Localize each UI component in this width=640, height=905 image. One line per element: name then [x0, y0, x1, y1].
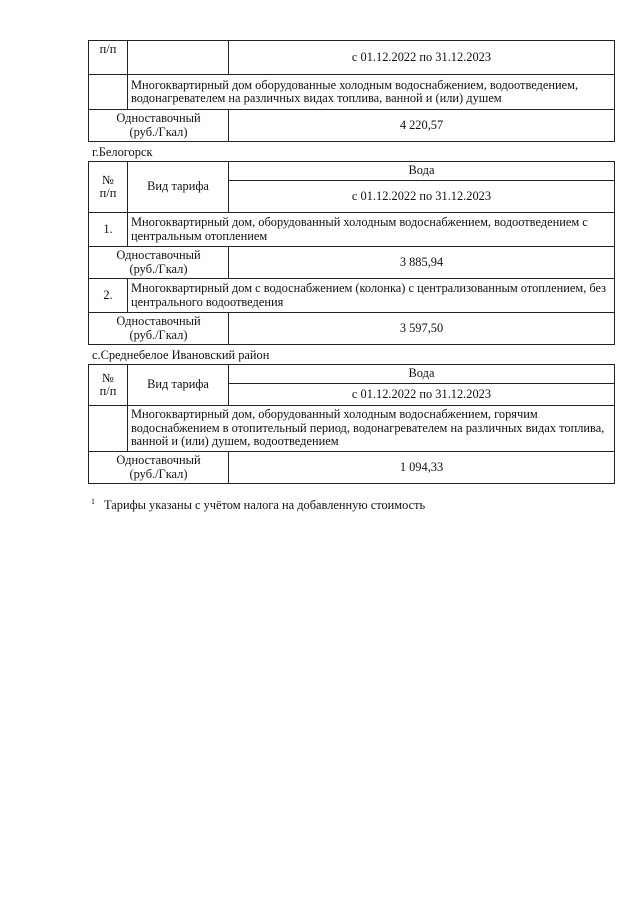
rate-label — [89, 247, 229, 279]
housing-description: Многоквартирный дом с водоснабжением (колонка) с централизованным отоплением, без центрального водоотведения — [128, 279, 615, 313]
tariff-table-belogorsk — [88, 161, 615, 345]
num-header-line1: № — [102, 370, 114, 385]
rate-label — [89, 452, 229, 484]
table-row — [89, 279, 615, 313]
tariff-table-continued — [88, 40, 615, 142]
table-row — [89, 313, 615, 345]
row-number: 2. — [89, 279, 128, 313]
housing-description: Многоквартирный дом, оборудованный холодным водоснабжением, горячим водоснабжением в отопительный период, водонагревателем на различных видах топлива, ванной и (или) душем, водоотведением — [128, 406, 615, 452]
period-header: с 01.12.2022 по 31.12.2023 — [229, 384, 615, 406]
num-header — [89, 162, 128, 213]
rate-label — [89, 110, 229, 142]
rate-value: 1 094,33 — [229, 452, 615, 484]
table-row — [89, 452, 615, 484]
row-number: 1. — [89, 213, 128, 247]
num-header — [89, 365, 128, 406]
housing-description: Многоквартирный дом оборудованные холодным водоснабжением, водоотведением, водонагревателем на различных видах топлива, ванной и (или) душем — [128, 75, 615, 110]
rate-value: 3 597,50 — [229, 313, 615, 345]
water-header: Вода — [229, 365, 615, 384]
type-header: Вид тарифа — [128, 162, 229, 213]
city-heading: с.Среднебелое Ивановский район — [92, 348, 270, 362]
city-heading: г.Белогорск — [92, 145, 153, 159]
table-row — [89, 247, 615, 279]
rate-label-line1: Одноставочный — [116, 248, 201, 263]
rate-label-line1: Одноставочный — [116, 111, 201, 126]
rate-label-line2: (руб./Гкал) — [129, 124, 188, 139]
rate-value: 3 885,94 — [229, 247, 615, 279]
rate-label-line1: Одноставочный — [116, 314, 201, 329]
period-header: с 01.12.2022 по 31.12.2023 — [229, 181, 615, 213]
type-header-cell — [128, 41, 229, 75]
num-header-line2: п/п — [99, 186, 117, 200]
rate-label-line2: (руб./Гкал) — [129, 327, 188, 342]
table-row — [89, 75, 615, 110]
num-cell — [89, 406, 128, 452]
footnote-text: Тарифы указаны с учётом налога на добавленную стоимость — [104, 498, 426, 512]
rate-label-line2: (руб./Гкал) — [129, 466, 188, 481]
footnote — [91, 499, 425, 512]
table-row — [89, 213, 615, 247]
rate-label-line1: Одноставочный — [116, 453, 201, 468]
table-row — [89, 110, 615, 142]
table-header-row — [89, 162, 615, 181]
tariff-table-srednebeloe — [88, 364, 615, 484]
water-header: Вода — [229, 162, 615, 181]
table-header-row — [89, 41, 615, 75]
table-row — [89, 406, 615, 452]
type-header: Вид тарифа — [128, 365, 229, 406]
num-cell — [89, 75, 128, 110]
rate-value: 4 220,57 — [229, 110, 615, 142]
rate-label-line2: (руб./Гкал) — [129, 261, 188, 276]
table-header-row — [89, 365, 615, 384]
num-header-line1: № — [102, 172, 114, 187]
period-header: с 01.12.2022 по 31.12.2023 — [229, 41, 615, 75]
num-header: п/п — [89, 41, 128, 75]
footnote-marker: 1 — [91, 497, 95, 506]
rate-label — [89, 313, 229, 345]
housing-description: Многоквартирный дом, оборудованный холодным водоснабжением, водоотведением с центральным отоплением — [128, 213, 615, 247]
num-header-line2: п/п — [99, 384, 117, 398]
